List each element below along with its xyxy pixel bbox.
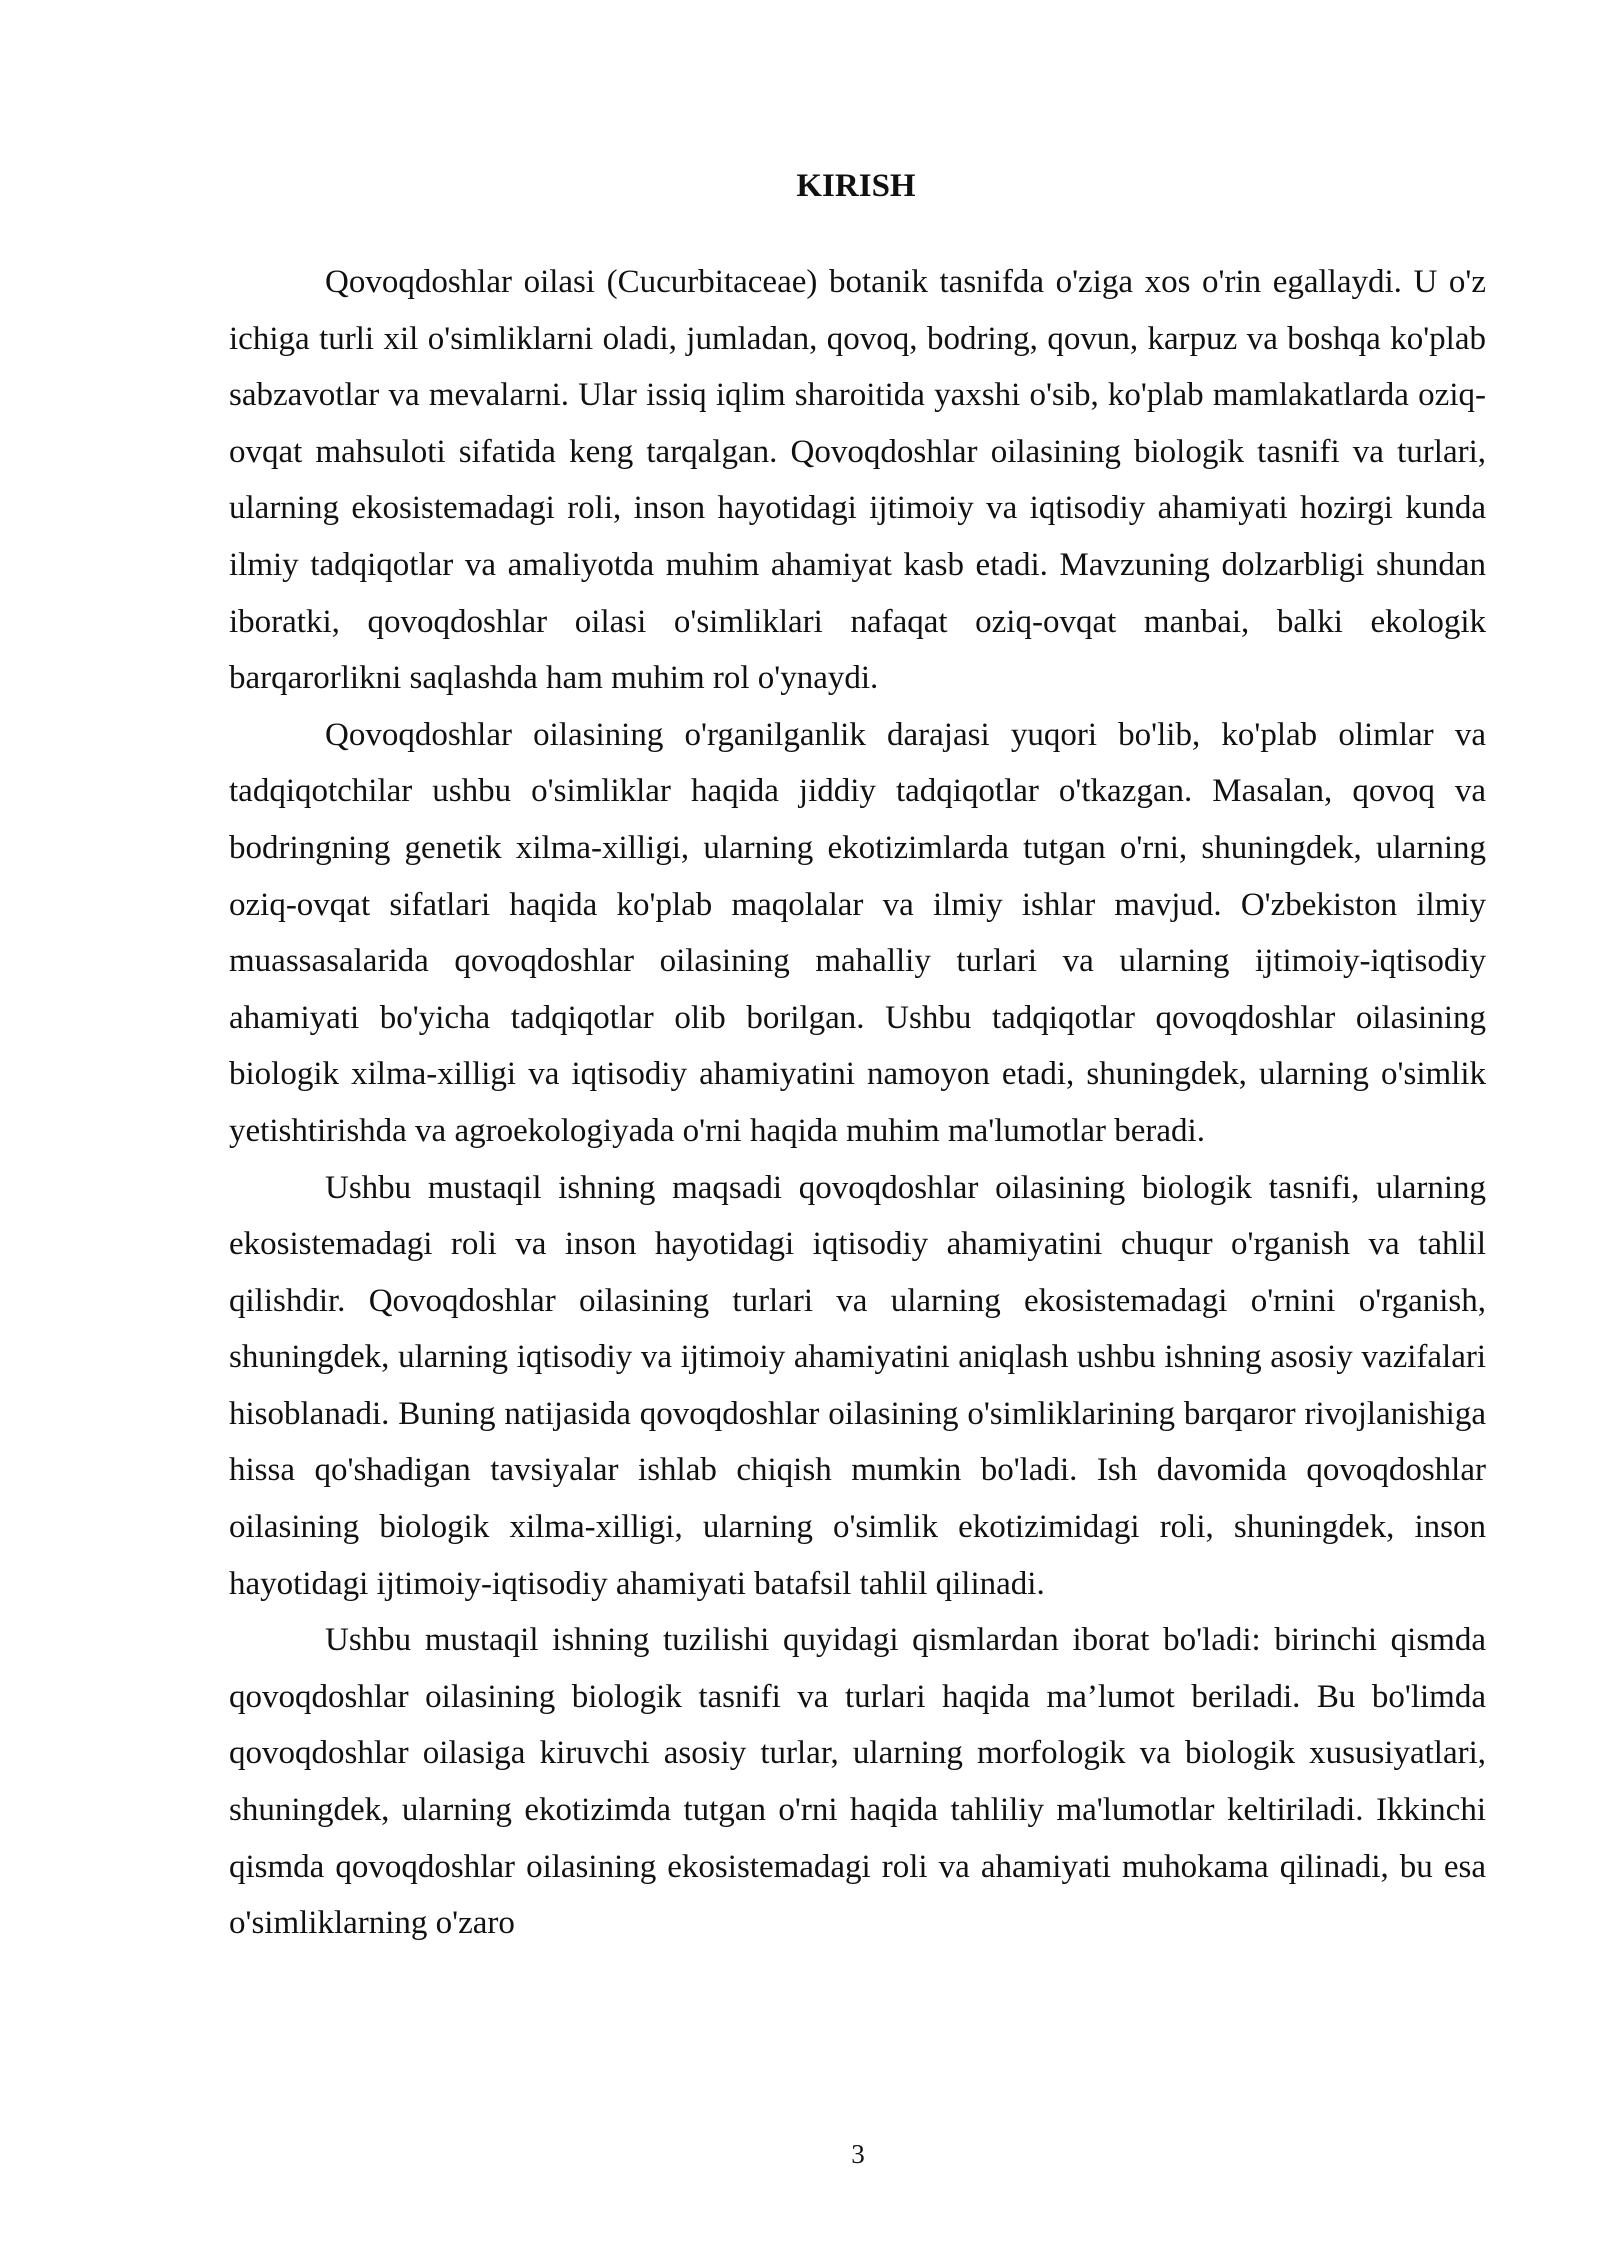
body-text [229, 254, 1486, 1952]
paragraph-4: Ushbu mustaqil ishning tuzilishi quyidagi qismlardan iborat bo'ladi: birinchi qismda qovoqdoshlar oilasining biologik tasnifi va turlari haqida ma’lumot beriladi. Bu bo'limda qovoqdoshlar oilasiga kiruvchi asosiy turlar, ularning morfologik va biologik xususiyatlari, shuningdek, ularning ekotizimda tutgan o'rni haqida tahliliy ma'lumotlar keltiriladi. Ikkinchi qismda qovoqdoshlar oilasining ekosistemadagi roli va ahamiyati muhokama qilinadi, bu esa o'simliklarning o'zaro [229, 1622, 1486, 1942]
paragraph-1: Qovoqdoshlar oilasi (Cucurbitaceae) botanik tasnifda o'ziga xos o'rin egallaydi. U o'z ichiga turli xil o'simliklarni oladi, jumladan, qovoq, bodring, qovun, karpuz va boshqa ko'plab sabzavotlar va mevalarni. Ular issiq iqlim sharoitida yaxshi o'sib, ko'plab mamlakatlarda oziq-ovqat mahsuloti sifatida keng tarqalgan. Qovoqdoshlar oilasining biologik tasnifi va turlari, ularning ekosistemadagi roli, inson hayotidagi ijtimoiy va iqtisodiy ahamiyati hozirgi kunda ilmiy tadqiqotlar va amaliyotda muhim ahamiyat kasb etadi. Mavzuning dolzarbligi shundan iboratki, qovoqdoshlar oilasi o'simliklari nafaqat oziq-ovqat manbai, balki ekologik barqarorlikni saqlashda ham muhim rol o'ynaydi. [229, 264, 1486, 697]
paragraph-3: Ushbu mustaqil ishning maqsadi qovoqdoshlar oilasining biologik tasnifi, ularning ekosistemadagi roli va inson hayotidagi iqtisodiy ahamiyatini chuqur o'rganish va tahlil qilishdir. Qovoqdoshlar oilasining turlari va ularning ekosistemadagi o'rnini o'rganish, shuningdek, ularning iqtisodiy va ijtimoiy ahamiyatini aniqlash ushbu ishning asosiy vazifalari hisoblanadi. Buning natijasida qovoqdoshlar oilasining o'simliklarining barqaror rivojlanishiga hissa qo'shadigan tavsiyalar ishlab chiqish mumkin bo'ladi. Ish davomida qovoqdoshlar oilasining biologik xilma-xilligi, ularning o'simlik ekotizimidagi roli, shuningdek, inson hayotidagi ijtimoiy-iqtisodiy ahamiyati batafsil tahlil qilinadi. [229, 1169, 1486, 1602]
paragraph-2: Qovoqdoshlar oilasining o'rganilganlik darajasi yuqori bo'lib, ko'plab olimlar va tadqiqotchilar ushbu o'simliklar haqida jiddiy tadqiqotlar o'tkazgan. Masalan, qovoq va bodringning genetik xilma-xilligi, ularning ekotizimlarda tutgan o'rni, shuningdek, ularning oziq-ovqat sifatlari haqida ko'plab maqolalar va ilmiy ishlar mavjud. O'zbekiston ilmiy muassasalarida qovoqdoshlar oilasining mahalliy turlari va ularning ijtimoiy-iqtisodiy ahamiyati bo'yicha tadqiqotlar olib borilgan. Ushbu tadqiqotlar qovoqdoshlar oilasining biologik xilma-xilligi va iqtisodiy ahamiyatini namoyon etadi, shuningdek, ularning o'simlik yetishtirishda va agroekologiyada o'rni haqida muhim ma'lumotlar beradi. [229, 716, 1486, 1149]
page-title: KIRISH [796, 168, 916, 204]
page-number: 3 [851, 2139, 865, 2169]
